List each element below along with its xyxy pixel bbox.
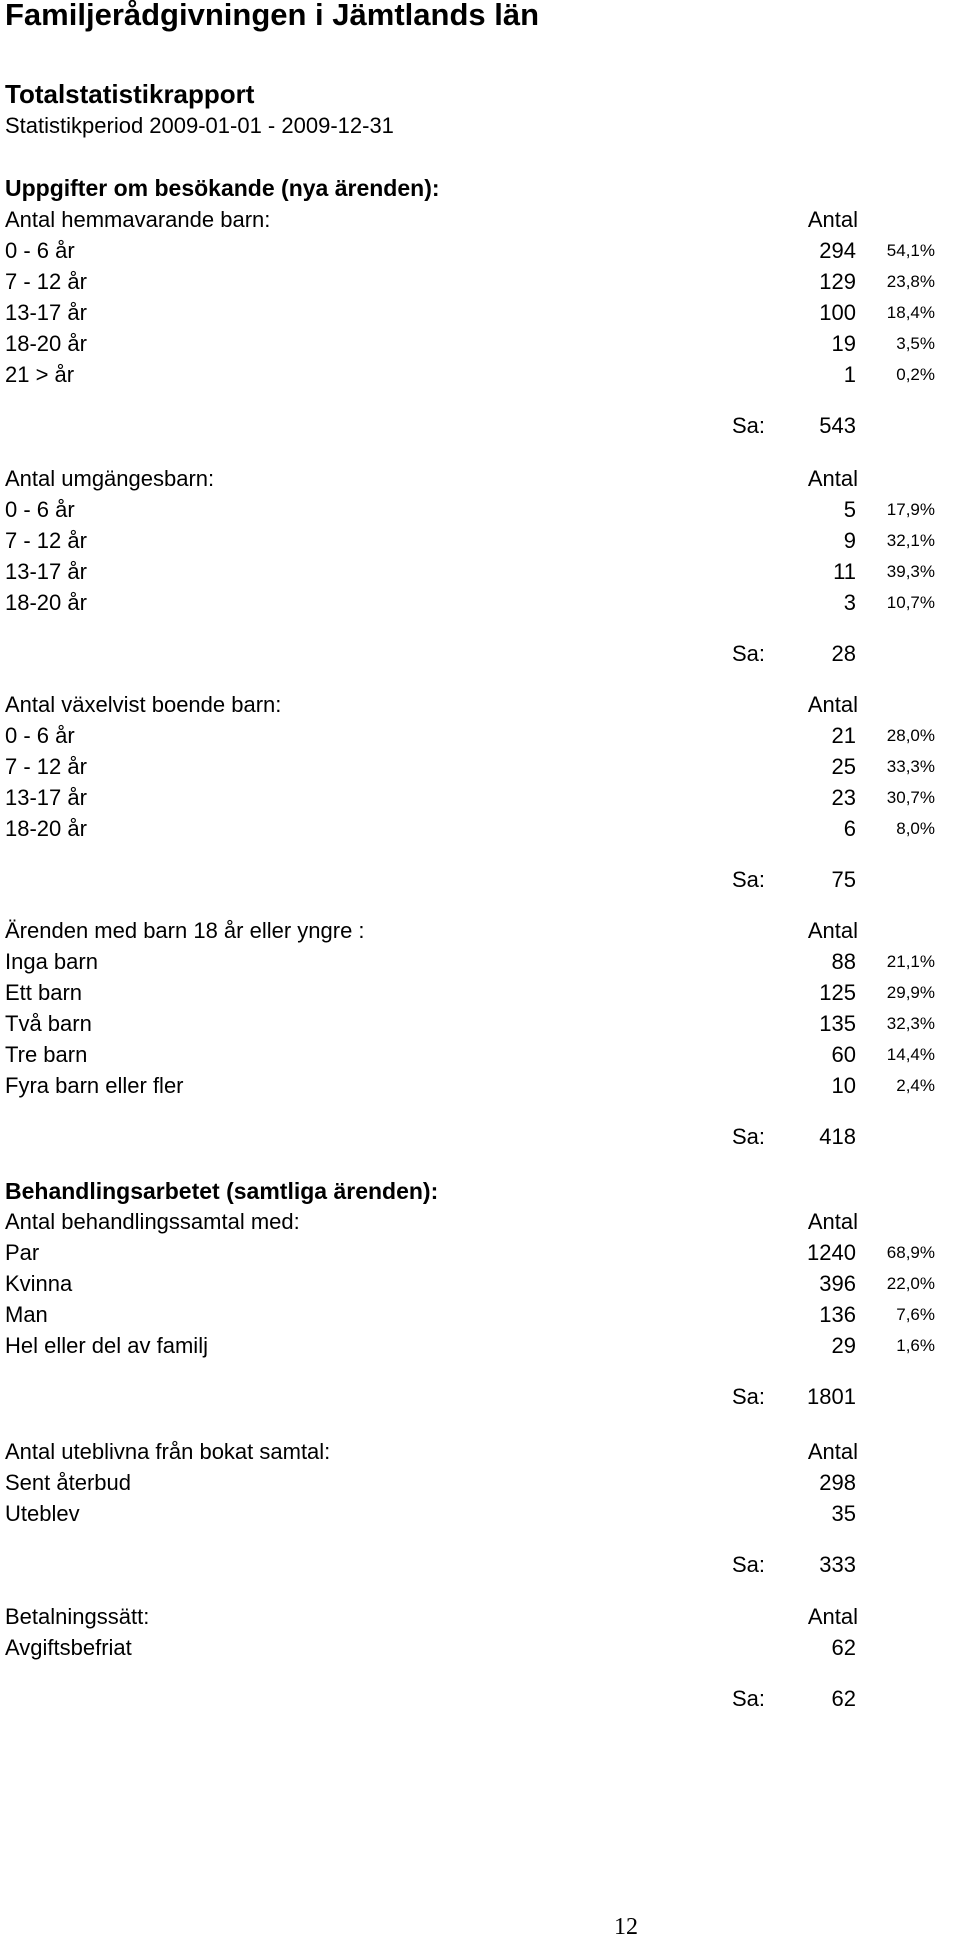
row-count: 1	[843, 362, 856, 387]
sum-value: 333	[819, 1552, 856, 1577]
table-row	[5, 754, 935, 785]
row-label: 18-20 år	[5, 816, 87, 841]
section-label: Antal behandlingssamtal med:	[5, 1209, 300, 1234]
row-label: Par	[5, 1240, 40, 1265]
row-count: 25	[831, 754, 856, 779]
sum-value: 1801	[807, 1384, 856, 1409]
sum-row	[5, 1384, 935, 1415]
row-count: 129	[819, 269, 856, 294]
row-percent: 2,4%	[896, 1076, 935, 1095]
row-spacer	[5, 1104, 935, 1124]
stat-section	[5, 918, 935, 1155]
row-label: 7 - 12 år	[5, 528, 87, 553]
section-header-row	[5, 1439, 935, 1470]
row-percent: 68,9%	[886, 1243, 935, 1262]
row-count: 62	[831, 1635, 856, 1660]
sum-label: Sa:	[732, 641, 766, 666]
sum-label: Sa:	[732, 1686, 766, 1711]
row-percent: 30,7%	[886, 788, 935, 807]
table-row	[5, 1501, 935, 1532]
section-label: Antal hemmavarande barn:	[5, 207, 271, 232]
table-row	[5, 1073, 935, 1104]
antal-column-header: Antal	[807, 1209, 858, 1234]
table-row	[5, 528, 935, 559]
row-label: Tre barn	[5, 1042, 88, 1067]
table-row	[5, 785, 935, 816]
row-label: 13-17 år	[5, 785, 87, 810]
row-percent: 32,3%	[886, 1014, 935, 1033]
section-label: Ärenden med barn 18 år eller yngre :	[5, 918, 365, 943]
stat-section	[5, 1439, 935, 1583]
section-header-row	[5, 466, 935, 497]
table-row	[5, 559, 935, 590]
report-heading: Totalstatistikrapport	[5, 79, 255, 109]
row-spacer	[5, 1364, 935, 1384]
row-spacer	[5, 847, 935, 867]
row-count: 396	[819, 1271, 856, 1296]
row-label: Hel eller del av familj	[5, 1333, 208, 1358]
row-label: 21 > år	[5, 362, 75, 387]
row-percent: 0,2%	[896, 365, 935, 384]
row-label: 0 - 6 år	[5, 238, 75, 263]
antal-column-header: Antal	[807, 918, 858, 943]
row-percent: 14,4%	[886, 1045, 935, 1064]
report-period: Statistikperiod 2009-01-01 - 2009-12-31	[5, 113, 394, 138]
stat-section	[5, 1209, 935, 1415]
stat-section	[5, 207, 935, 444]
row-label: Inga barn	[5, 949, 98, 974]
row-percent: 28,0%	[886, 726, 935, 745]
row-count: 19	[831, 331, 856, 356]
section-label: Betalningssätt:	[5, 1604, 150, 1629]
page-number: 12	[614, 1914, 638, 1940]
table-row	[5, 300, 935, 331]
row-label: 18-20 år	[5, 331, 87, 356]
sum-row	[5, 641, 935, 672]
row-label: Sent återbud	[5, 1470, 131, 1495]
table-row	[5, 1302, 935, 1333]
row-count: 125	[819, 980, 856, 1005]
section-label: Antal växelvist boende barn:	[5, 692, 282, 717]
row-count: 35	[831, 1501, 856, 1526]
row-count: 88	[831, 949, 856, 974]
visitors-heading: Uppgifter om besökande (nya ärenden):	[5, 175, 440, 201]
table-row	[5, 949, 935, 980]
row-label: Uteblev	[5, 1501, 80, 1526]
row-count: 1240	[807, 1240, 856, 1265]
row-count: 21	[831, 723, 856, 748]
sum-label: Sa:	[732, 413, 766, 438]
sum-label: Sa:	[732, 1552, 766, 1577]
row-label: 13-17 år	[5, 300, 87, 325]
sum-value: 62	[831, 1686, 856, 1711]
sum-value: 75	[831, 867, 856, 892]
section-header-row	[5, 692, 935, 723]
row-label: Ett barn	[5, 980, 83, 1005]
row-label: Avgiftsbefriat	[5, 1635, 132, 1660]
sum-label: Sa:	[732, 1384, 766, 1409]
row-label: Man	[5, 1302, 48, 1327]
table-row	[5, 269, 935, 300]
sum-value: 418	[819, 1124, 856, 1149]
row-label: Kvinna	[5, 1271, 73, 1296]
sum-row	[5, 1124, 935, 1155]
row-label: 0 - 6 år	[5, 723, 75, 748]
antal-column-header: Antal	[807, 692, 858, 717]
row-count: 10	[831, 1073, 856, 1098]
antal-column-header: Antal	[807, 466, 858, 491]
document-title: Familjerådgivningen i Jämtlands län	[5, 0, 540, 32]
row-label: Två barn	[5, 1011, 92, 1036]
sum-value: 543	[819, 413, 856, 438]
row-count: 23	[831, 785, 856, 810]
row-count: 60	[831, 1042, 856, 1067]
table-row	[5, 1011, 935, 1042]
stat-section	[5, 692, 935, 898]
row-percent: 8,0%	[896, 819, 935, 838]
sum-row	[5, 413, 935, 444]
stat-section	[5, 466, 935, 672]
table-row	[5, 362, 935, 393]
row-percent: 17,9%	[886, 500, 935, 519]
table-row	[5, 723, 935, 754]
table-row	[5, 497, 935, 528]
table-row	[5, 331, 935, 362]
table-row	[5, 1271, 935, 1302]
row-percent: 7,6%	[896, 1305, 935, 1324]
row-count: 29	[831, 1333, 856, 1358]
table-row	[5, 1240, 935, 1271]
row-label: 13-17 år	[5, 559, 87, 584]
row-label: 18-20 år	[5, 590, 87, 615]
row-label: 7 - 12 år	[5, 754, 87, 779]
row-percent: 10,7%	[886, 593, 935, 612]
row-label: 7 - 12 år	[5, 269, 87, 294]
sum-row	[5, 867, 935, 898]
table-row	[5, 1635, 935, 1666]
row-count: 3	[843, 590, 856, 615]
stat-section	[5, 1604, 935, 1717]
antal-column-header: Antal	[807, 1439, 858, 1464]
table-row	[5, 238, 935, 269]
section-header-row	[5, 918, 935, 949]
sum-row	[5, 1686, 935, 1717]
row-percent: 1,6%	[896, 1336, 935, 1355]
row-spacer	[5, 621, 935, 641]
table-row	[5, 590, 935, 621]
row-spacer	[5, 1666, 935, 1686]
table-row	[5, 1042, 935, 1073]
sum-label: Sa:	[732, 1124, 766, 1149]
row-percent: 3,5%	[896, 334, 935, 353]
row-count: 5	[843, 497, 856, 522]
row-count: 298	[819, 1470, 856, 1495]
row-count: 294	[819, 238, 856, 263]
row-count: 136	[819, 1302, 856, 1327]
antal-column-header: Antal	[807, 207, 858, 232]
row-percent: 33,3%	[886, 757, 935, 776]
row-count: 11	[833, 559, 856, 584]
row-count: 9	[843, 528, 856, 553]
row-percent: 32,1%	[886, 531, 935, 550]
section-label: Antal umgängesbarn:	[5, 466, 215, 491]
row-percent: 54,1%	[886, 241, 935, 260]
row-count: 135	[819, 1011, 856, 1036]
row-percent: 39,3%	[886, 562, 935, 581]
row-spacer	[5, 1532, 935, 1552]
antal-column-header: Antal	[807, 1604, 858, 1629]
section-header-row	[5, 207, 935, 238]
row-count: 100	[819, 300, 856, 325]
row-percent: 29,9%	[886, 983, 935, 1002]
table-row	[5, 1333, 935, 1364]
row-percent: 21,1%	[886, 952, 935, 971]
row-label: 0 - 6 år	[5, 497, 75, 522]
sum-row	[5, 1552, 935, 1583]
section-header-row	[5, 1604, 935, 1635]
table-row	[5, 1470, 935, 1501]
row-count: 6	[843, 816, 856, 841]
section-header-row	[5, 1209, 935, 1240]
row-percent: 22,0%	[886, 1274, 935, 1293]
row-label: Fyra barn eller fler	[5, 1073, 184, 1098]
row-percent: 18,4%	[886, 303, 935, 322]
table-row	[5, 980, 935, 1011]
sum-value: 28	[831, 641, 856, 666]
section-label: Antal uteblivna från bokat samtal:	[5, 1439, 331, 1464]
table-row	[5, 816, 935, 847]
treatment-heading: Behandlingsarbetet (samtliga ärenden):	[5, 1178, 439, 1204]
row-percent: 23,8%	[886, 272, 935, 291]
row-spacer	[5, 393, 935, 413]
sum-label: Sa:	[732, 867, 766, 892]
